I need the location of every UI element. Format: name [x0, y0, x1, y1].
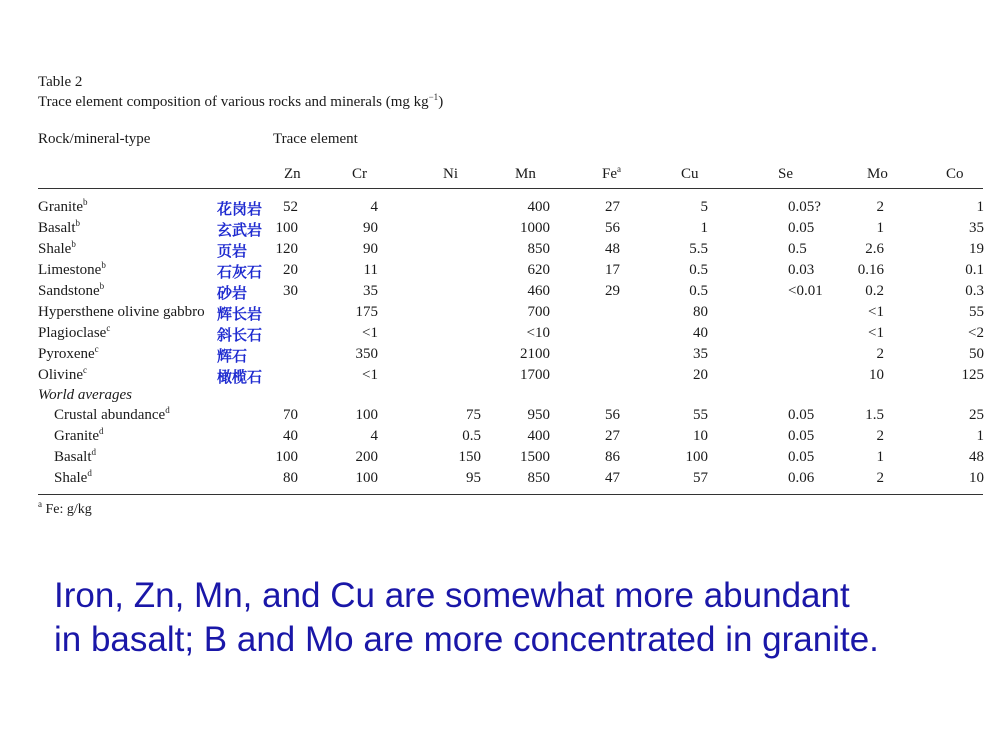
table-cell: 400 [527, 428, 550, 444]
table-cell: 50 [969, 346, 984, 362]
table-cell: 10 [693, 428, 708, 444]
table-cell: 35 [363, 283, 378, 299]
table-cell: 1500 [520, 449, 550, 465]
table-cell: 1 [876, 220, 884, 236]
table-cell: 2.6 [865, 241, 884, 257]
table-cell: 125 [961, 367, 984, 383]
caption-line-1: Iron, Zn, Mn, and Cu are somewhat more abundant [54, 576, 850, 615]
table-cell: 400 [527, 199, 550, 215]
table-cell: <1 [868, 325, 884, 341]
table-cell: 27 [605, 428, 620, 444]
table-cell: 0.2 [865, 283, 884, 299]
table-cell: 95 [466, 470, 481, 486]
caption-line-2: in basalt; B and Mo are more concentrated in granite. [54, 620, 879, 659]
table-cell: 0.5 [462, 428, 481, 444]
row-sup: b [82, 197, 88, 207]
table-cell: 2 [876, 428, 884, 444]
table-cell: 90 [363, 220, 378, 236]
table-cell: 0.1 [965, 262, 984, 278]
table-title-text: Trace element composition of various rocks and minerals (mg kg [38, 94, 429, 110]
table-cell: <1 [362, 367, 378, 383]
table-cell: <2 [968, 325, 984, 341]
row-name: Basalt [54, 449, 92, 465]
table-cell: 75 [466, 407, 481, 423]
chinese-label: 辉石 [217, 347, 248, 365]
col-header-mo [867, 166, 888, 183]
table-cell: 40 [693, 325, 708, 341]
row-name: Sandstone [38, 283, 100, 299]
row-name: Hypersthene olivine gabbro [38, 304, 205, 320]
table-cell: 48 [969, 449, 984, 465]
table-cell: 47 [605, 470, 620, 486]
row-sup: b [71, 239, 76, 249]
table-cell: <10 [526, 325, 550, 341]
table-title [38, 94, 443, 111]
table-row-label [38, 304, 205, 321]
table-row-label [54, 407, 170, 424]
chinese-label: 页岩 [217, 242, 248, 260]
table-cell: 100 [355, 407, 378, 423]
chinese-label: 花岗岩 [217, 200, 263, 218]
row-name: Plagioclase [38, 325, 107, 341]
slide-caption [54, 574, 879, 662]
table-cell: 35 [969, 220, 984, 236]
col-header-cu [681, 166, 699, 183]
header-rule [38, 188, 983, 189]
table-cell: 1 [700, 220, 708, 236]
table-cell: 200 [355, 449, 378, 465]
table-cell: 100 [355, 470, 378, 486]
row-name: Shale [54, 470, 88, 486]
col-header-label: Ni [443, 166, 458, 182]
table-cell: 700 [527, 304, 550, 320]
col-header-zn [284, 166, 301, 183]
row-name: Olivine [38, 367, 83, 383]
row-name: Granite [38, 199, 83, 215]
table-cell: 0.05 [788, 449, 815, 465]
table-row-label [38, 220, 80, 237]
table-cell: 0.5 [689, 283, 708, 299]
row-name: Basalt [38, 220, 76, 236]
table-cell: 850 [527, 241, 550, 257]
col-header-mn [515, 166, 536, 183]
table-cell: 55 [969, 304, 984, 320]
table-cell: 0.05 [788, 407, 815, 423]
footnote-text: Fe: g/kg [45, 502, 92, 517]
col-header-sup: a [617, 164, 621, 174]
table-cell: 1 [976, 199, 984, 215]
table-cell: 11 [363, 262, 378, 278]
row-name: Granite [54, 428, 99, 444]
table-cell: 25 [969, 407, 984, 423]
row-sup: d [165, 405, 170, 415]
table-cell: 30 [283, 283, 298, 299]
row-name: Limestone [38, 262, 102, 278]
row-sup: b [99, 281, 105, 291]
table-row-label [38, 325, 110, 342]
col-header-left: Rock/mineral-type [38, 131, 151, 147]
table-cell: 29 [605, 283, 620, 299]
chinese-label: 辉长岩 [217, 305, 263, 323]
table-cell: 175 [355, 304, 378, 320]
col-header-label: Mn [515, 166, 536, 182]
footnote-sup: a [38, 499, 42, 509]
table-cell: 120 [275, 241, 298, 257]
table-cell: 1000 [520, 220, 550, 236]
table-cell: 70 [283, 407, 298, 423]
world-averages-label: World averages [38, 387, 133, 403]
table-cell: 1 [976, 428, 984, 444]
table-cell: 20 [283, 262, 298, 278]
table-title-unit-sup: −1 [428, 92, 439, 102]
table-cell: 850 [527, 470, 550, 486]
row-sup: c [94, 344, 99, 354]
table-cell: 86 [605, 449, 620, 465]
table-cell: 0.16 [857, 262, 884, 278]
row-name: Crustal abundance [54, 407, 166, 423]
table-cell: 460 [527, 283, 550, 299]
table-cell: 4 [370, 199, 378, 215]
bottom-rule [38, 494, 983, 495]
table-row-label [38, 367, 87, 384]
col-header-se [778, 166, 793, 183]
table-row-label [38, 199, 87, 216]
table-cell: 35 [693, 346, 708, 362]
row-sup: d [98, 426, 104, 436]
table-cell: 0.05 [788, 220, 815, 236]
table-cell: 19 [969, 241, 984, 257]
table-cell: 2 [876, 199, 884, 215]
table-cell: 100 [275, 220, 298, 236]
chinese-label: 玄武岩 [217, 221, 263, 239]
table-cell: 5.5 [689, 241, 708, 257]
table-title-close: ) [438, 94, 444, 110]
table-cell: 0.06 [788, 470, 815, 486]
table-cell: <1 [868, 304, 884, 320]
table-cell: 2 [876, 346, 884, 362]
table-cell: 57 [693, 470, 708, 486]
table-row-label [38, 262, 106, 279]
table-cell: 56 [605, 407, 620, 423]
chinese-label: 砂岩 [217, 284, 248, 302]
table-number: Table 2 [38, 74, 83, 90]
table-row-label [54, 470, 92, 487]
table-cell: 56 [605, 220, 620, 236]
chinese-label: 石灰石 [217, 263, 263, 281]
table-cell: 950 [527, 407, 550, 423]
col-header-cr [352, 166, 367, 183]
table-cell: 150 [458, 449, 481, 465]
table-cell: 100 [275, 449, 298, 465]
table-cell: 0.03 [788, 262, 815, 278]
col-header-label: Fe [602, 166, 617, 182]
row-sup: c [106, 323, 111, 333]
row-sup: d [91, 447, 96, 457]
table-cell: 80 [283, 470, 298, 486]
col-header-co [946, 166, 964, 183]
table-cell: 1 [876, 449, 884, 465]
table-cell: 1.5 [865, 407, 884, 423]
chinese-label: 橄榄石 [217, 368, 263, 386]
table-cell: 27 [605, 199, 620, 215]
table-footnote [38, 499, 92, 518]
table-cell: 10 [969, 470, 984, 486]
table-cell: 0.5 [689, 262, 708, 278]
table-cell: 52 [283, 199, 298, 215]
chinese-label: 斜长石 [217, 326, 263, 344]
table-cell: 620 [527, 262, 550, 278]
row-sup: d [87, 468, 92, 478]
table-row-label [54, 449, 96, 466]
table-cell: 0.05 [788, 428, 815, 444]
table-row-label [54, 428, 103, 445]
row-sup: b [75, 218, 80, 228]
table-cell: 90 [363, 241, 378, 257]
table-cell: 80 [693, 304, 708, 320]
col-header-label: Cr [352, 166, 367, 182]
table-cell: 2100 [520, 346, 550, 362]
table-cell: 5 [700, 199, 708, 215]
table-row-label [38, 346, 99, 363]
col-header-group: Trace element [273, 131, 358, 147]
table-cell: 20 [693, 367, 708, 383]
table-cell: <1 [362, 325, 378, 341]
table-cell: 10 [869, 367, 884, 383]
col-header-ni [443, 166, 458, 183]
table-cell: 40 [283, 428, 298, 444]
table-row-label [38, 241, 76, 258]
row-name: Pyroxene [38, 346, 95, 362]
table-cell: 100 [685, 449, 708, 465]
table-cell: 1700 [520, 367, 550, 383]
row-sup: c [83, 365, 87, 375]
table-row-label [38, 283, 104, 300]
table-cell: 48 [605, 241, 620, 257]
col-header-fe [602, 166, 621, 183]
col-header-label: Co [946, 166, 964, 182]
col-header-label: Se [778, 166, 793, 182]
row-name: Shale [38, 241, 72, 257]
table-cell: 17 [605, 262, 620, 278]
table-cell: 0.5 [788, 241, 807, 257]
col-header-label: Cu [681, 166, 699, 182]
table-cell: 0.3 [965, 283, 984, 299]
table-cell: 4 [370, 428, 378, 444]
col-header-label: Mo [867, 166, 888, 182]
table-cell: 350 [355, 346, 378, 362]
table-cell: 55 [693, 407, 708, 423]
col-header-label: Zn [284, 166, 301, 182]
row-sup: b [101, 260, 106, 270]
table-cell: 2 [876, 470, 884, 486]
table-cell: <0.01 [788, 283, 823, 299]
table-cell: 0.05? [788, 199, 821, 215]
